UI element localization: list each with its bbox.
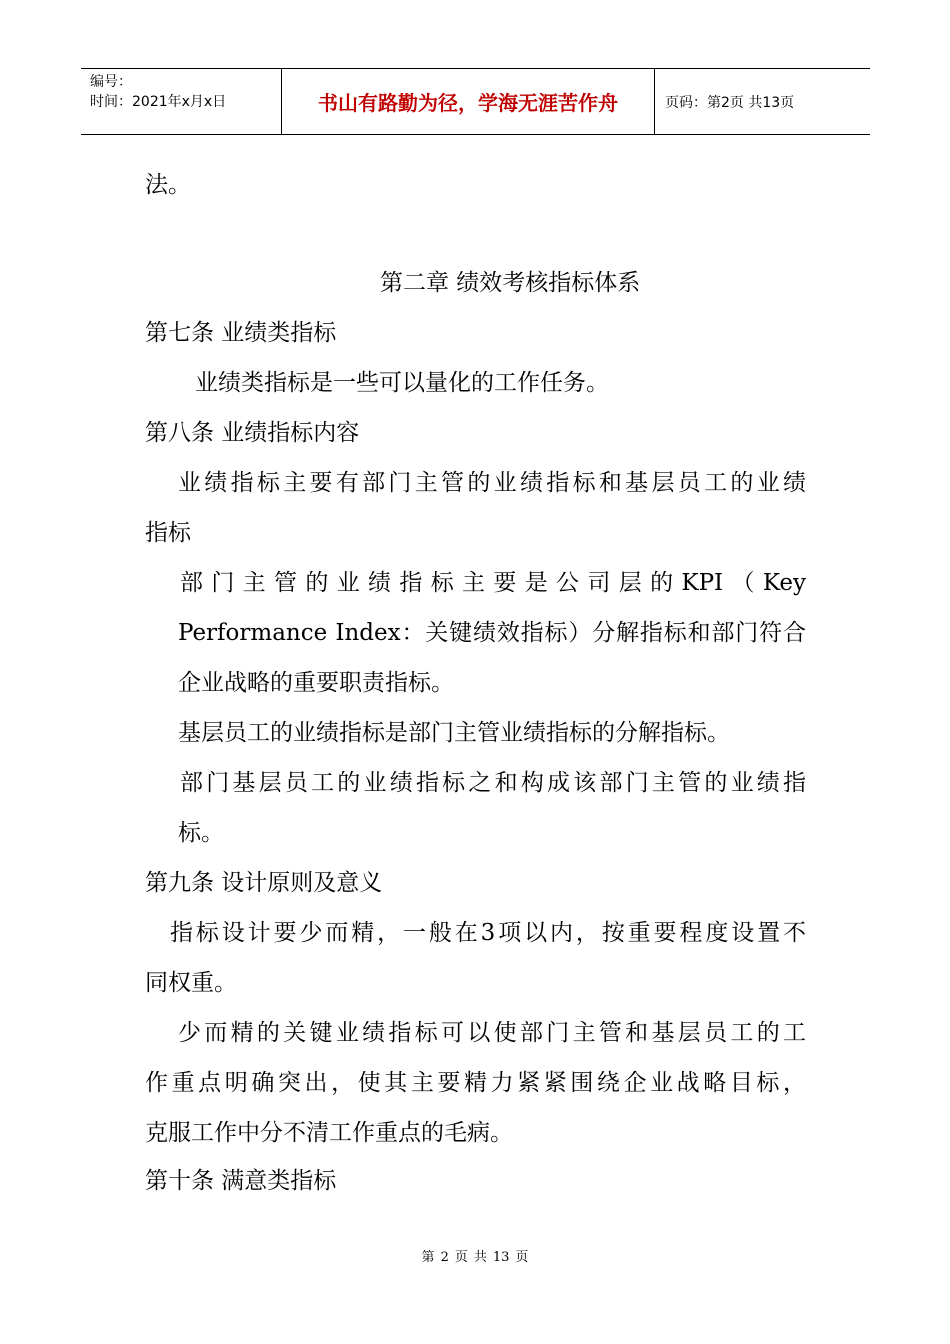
article-8-paragraph-1: 业绩指标主要有部门主管的业绩指标和基层员工的业绩	[178, 470, 806, 496]
paragraph-line: 法。	[145, 172, 191, 198]
document-number-label: 编号：	[90, 74, 132, 90]
article-8-paragraph-2-cont: Performance Index：关键绩效指标）分解指标和部门符合	[178, 620, 806, 646]
footer-word: 共	[473, 1250, 487, 1265]
page-footer	[0, 1246, 950, 1265]
article-9-paragraph-2: 少而精的关键业绩指标可以使部门主管和基层员工的工	[178, 1020, 806, 1046]
header-motto: 书山有路勤为径，学海无涯苦作舟	[282, 69, 655, 134]
footer-word: 页	[515, 1250, 529, 1265]
footer-word: 第	[421, 1250, 435, 1265]
footer-page-number: 2	[440, 1250, 449, 1265]
article-8-paragraph-4: 部门基层员工的业绩指标之和构成该部门主管的业绩指	[180, 770, 806, 796]
footer-word: 页	[454, 1250, 468, 1265]
article-7-paragraph: 业绩类指标是一些可以量化的工作任务。	[195, 370, 609, 396]
article-8-paragraph-2-end: 企业战略的重要职责指标。	[178, 670, 454, 696]
article-10-title: 第十条 满意类指标	[145, 1168, 337, 1194]
footer-page-total: 13	[492, 1250, 510, 1265]
header-page-info: 页码：第2页 共13页	[665, 94, 795, 111]
article-9-paragraph-1-end: 同权重。	[145, 970, 237, 996]
article-8-paragraph-4-end: 标。	[178, 820, 224, 846]
article-8-title: 第八条 业绩指标内容	[145, 420, 360, 446]
article-8-paragraph-1-cont: 指标	[145, 520, 191, 546]
article-8-paragraph-2: 部门主管的业绩指标主要是公司层的KPI（Key	[180, 570, 806, 596]
article-7-title: 第七条 业绩类指标	[145, 320, 337, 346]
article-9-paragraph-2-end: 克服工作中分不清工作重点的毛病。	[145, 1120, 513, 1146]
page-header	[81, 68, 870, 135]
document-date: 时间：2021年x月x日	[90, 94, 227, 110]
article-9-paragraph-1: 指标设计要少而精，一般在3项以内，按重要程度设置不	[170, 920, 806, 946]
header-meta	[81, 69, 282, 134]
chapter-title: 第二章 绩效考核指标体系	[380, 270, 641, 296]
article-9-paragraph-2-cont: 作重点明确突出，使其主要精力紧紧围绕企业战略目标，	[145, 1070, 806, 1096]
article-8-paragraph-3: 基层员工的业绩指标是部门主管业绩指标的分解指标。	[178, 720, 730, 746]
article-9-title: 第九条 设计原则及意义	[145, 870, 383, 896]
